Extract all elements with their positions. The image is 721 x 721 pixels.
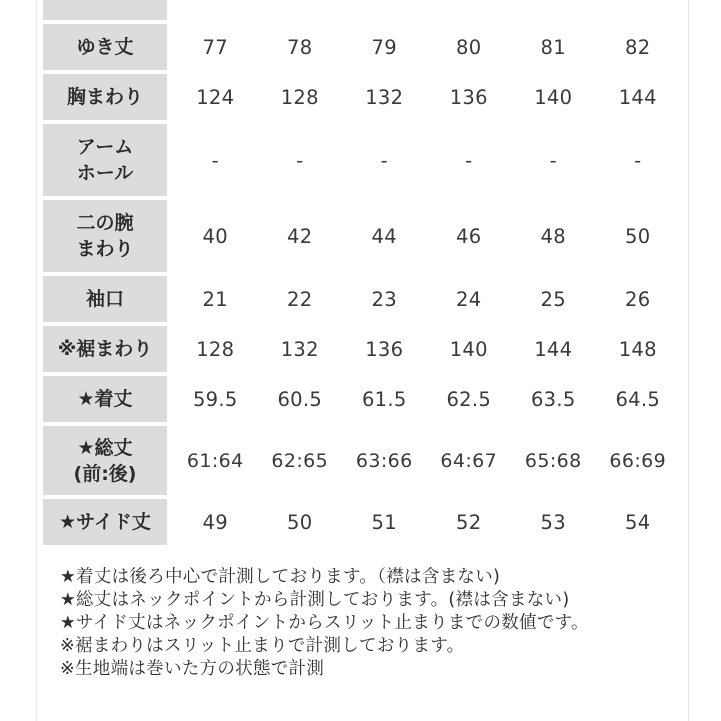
table-cell: -	[380, 148, 388, 172]
table-cell: 26	[625, 287, 651, 311]
row-label: アーム ホール	[43, 124, 167, 196]
table-cell	[596, 0, 681, 20]
table-cell: 64.5	[615, 387, 661, 411]
table-cell: 50	[287, 510, 313, 534]
table-cell	[342, 0, 427, 20]
table-cell	[511, 0, 596, 20]
table-cell: 128	[280, 85, 319, 109]
note-line: ※生地端は巻いた方の状態で計測	[60, 659, 325, 679]
row-label: ゆき丈	[43, 24, 167, 70]
table-row	[43, 426, 680, 495]
table-cell: 23	[371, 287, 397, 311]
row-label: 袖口	[43, 276, 167, 322]
table-cell: 53	[540, 510, 566, 534]
size-table	[43, 0, 680, 549]
table-cell: 63.5	[530, 387, 576, 411]
table-cell: 62:65	[271, 449, 329, 472]
row-label: 二の腕 まわり	[43, 200, 167, 272]
photo-edge-right	[688, 0, 689, 721]
note-line: ★着丈は後ろ中心で計測しております。（襟は含まない)	[60, 567, 501, 587]
table-cell: 65:68	[524, 449, 582, 472]
table-cell: 42	[287, 224, 313, 248]
table-row	[43, 24, 680, 70]
table-cell: -	[211, 148, 219, 172]
table-cell: 144	[618, 85, 657, 109]
table-cell: 79	[371, 35, 397, 59]
table-cell: 140	[534, 85, 573, 109]
table-row	[43, 276, 680, 322]
table-cell: 132	[280, 337, 319, 361]
table-cell: 148	[618, 337, 657, 361]
table-cell: 80	[456, 35, 482, 59]
table-cell: 44	[371, 224, 397, 248]
notes-section	[60, 566, 672, 681]
table-cell: 136	[365, 337, 404, 361]
table-cell: 81	[540, 35, 566, 59]
table-cell	[258, 0, 343, 20]
table-cell: 66:69	[609, 449, 667, 472]
table-cell: 50	[625, 224, 651, 248]
row-label	[43, 0, 167, 20]
table-cell: 136	[449, 85, 488, 109]
table-cell: 132	[365, 85, 404, 109]
table-cell: -	[465, 148, 473, 172]
table-cell: 48	[540, 224, 566, 248]
table-row	[43, 326, 680, 372]
table-cell: 21	[202, 287, 228, 311]
row-label: ★総丈 (前:後)	[43, 426, 167, 495]
table-cell: 63:66	[355, 449, 413, 472]
table-row	[43, 74, 680, 120]
table-cell: 59.5	[192, 387, 238, 411]
table-cell: 49	[202, 510, 228, 534]
table-cell: 61:64	[186, 449, 244, 472]
table-cell: 128	[196, 337, 235, 361]
table-row	[43, 376, 680, 422]
table-cell: 46	[456, 224, 482, 248]
table-cell: 60.5	[277, 387, 323, 411]
table-cell: 124	[196, 85, 235, 109]
table-cell: 82	[625, 35, 651, 59]
table-cell: 22	[287, 287, 313, 311]
table-row	[43, 0, 680, 20]
table-cell: 62.5	[446, 387, 492, 411]
table-cell: -	[549, 148, 557, 172]
table-row	[43, 124, 680, 196]
table-cell: -	[634, 148, 642, 172]
table-cell	[427, 0, 512, 20]
note-line: ★総丈はネックポイントから計測しております。(襟は含まない)	[60, 590, 570, 610]
row-label: 胸まわり	[43, 74, 167, 120]
table-cell: 77	[202, 35, 228, 59]
table-cell	[173, 0, 258, 20]
table-cell: 52	[456, 510, 482, 534]
table-cell: 78	[287, 35, 313, 59]
table-cell: 61.5	[361, 387, 407, 411]
row-label: ★着丈	[43, 376, 167, 422]
table-cell: 24	[456, 287, 482, 311]
table-cell: 144	[534, 337, 573, 361]
photo-edge-left	[36, 0, 37, 721]
table-cell: -	[296, 148, 304, 172]
note-line: ★サイド丈はネックポイントからスリット止まりまでの数値です。	[60, 613, 589, 633]
table-row	[43, 499, 680, 545]
table-cell: 51	[371, 510, 397, 534]
row-label: ★サイド丈	[43, 499, 167, 545]
table-cell: 140	[449, 337, 488, 361]
table-row	[43, 200, 680, 272]
table-cell: 64:67	[440, 449, 498, 472]
table-cell: 40	[202, 224, 228, 248]
note-line: ※裾まわりはスリット止まりで計測しております。	[60, 636, 465, 656]
table-cell: 54	[625, 510, 651, 534]
table-cell: 25	[540, 287, 566, 311]
row-label: ※裾まわり	[43, 326, 167, 372]
